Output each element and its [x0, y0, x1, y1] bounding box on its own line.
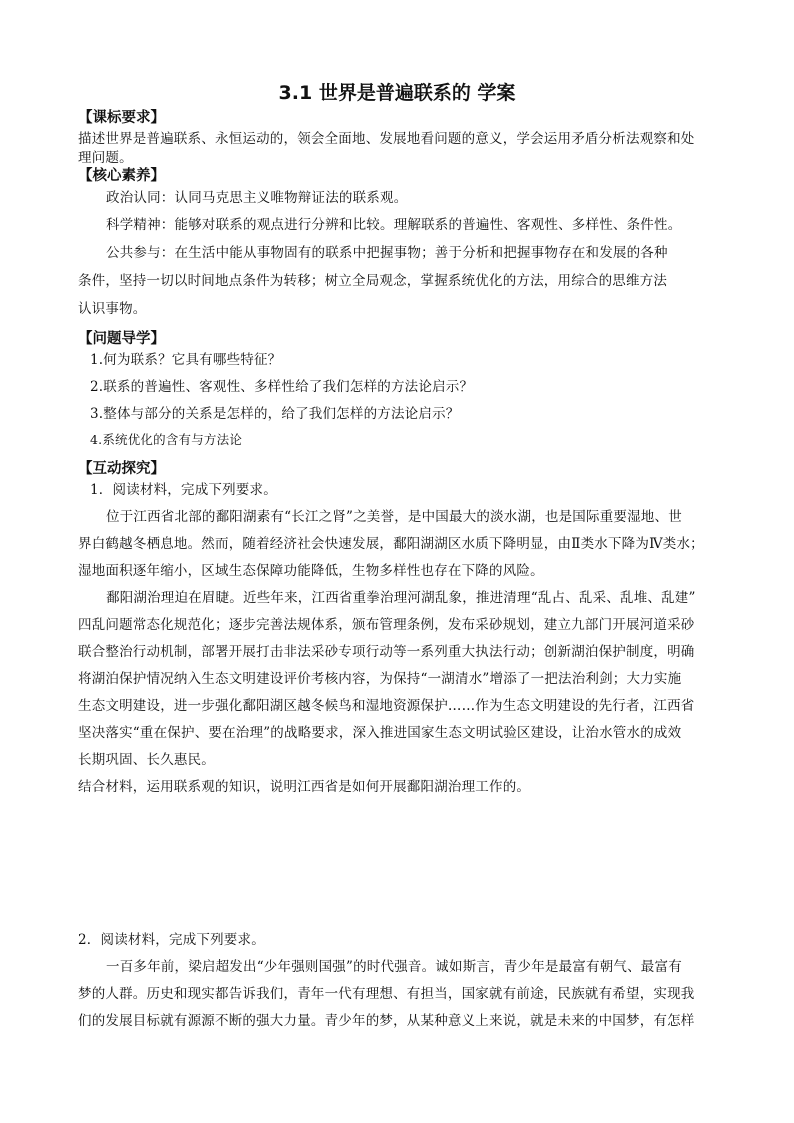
- q1-line-4: 鄱阳湖治理迫在眉睫。近些年来，江西省重拳治理河湖乱象，推进清理“乱占、乱采、乱堆、乱建”: [106, 590, 696, 606]
- hexin-line-5: 认识事物。: [78, 301, 147, 317]
- q1-line-2: 界白鹤越冬栖息地。然而，随着经济社会快速发展，鄱阳湖湖区水质下降明显，由Ⅱ类水下降为Ⅳ类水；: [78, 536, 704, 552]
- heading-kebiao: 【课标要求】: [78, 110, 165, 126]
- q1-line-5: 四乱问题常态化规范化；逐步完善法规体系，颁布管理条例，发布采砂规划，建立九部门开展河道采砂: [78, 617, 695, 633]
- wenti-item-2: 2.联系的普遍性、客观性、多样性给了我们怎样的方法论启示？: [90, 379, 474, 395]
- q2-line-2: 梦的人群。历史和现实都告诉我们，青年一代有理想、有担当，国家就有前途，民族就有希望，实现我: [78, 986, 695, 1002]
- hexin-line-4: 条件，坚持一切以时间地点条件为转移；树立全局观念，掌握系统优化的方法，用综合的思维方法: [78, 273, 668, 289]
- hexin-line-1: 政治认同：认同马克思主义唯物辩证法的联系观。: [106, 190, 408, 206]
- kebiao-line-2: 理问题。: [78, 150, 133, 166]
- wenti-item-3: 3.整体与部分的关系是怎样的，给了我们怎样的方法论启示？: [90, 406, 460, 422]
- q2-line-3: 们的发展目标就有源源不断的强大力量。青少年的梦，从某种意义上来说，就是未来的中国梦，有怎样: [78, 1013, 695, 1029]
- wenti-item-4: 4.系统优化的含有与方法论: [90, 432, 243, 447]
- q1-line-1: 位于江西省北部的鄱阳湖素有“长江之肾”之美誉，是中国最大的淡水湖，也是国际重要湿地、世: [106, 509, 682, 525]
- hexin-line-3: 公共参与：在生活中能从事物固有的联系中把握事物；善于分析和把握事物存在和发展的各种: [106, 245, 668, 261]
- heading-wenti: 【问题导学】: [78, 331, 165, 347]
- q2-label: 2．阅读材料，完成下列要求。: [78, 932, 265, 948]
- q1-line-10: 长期巩固、长久惠民。: [78, 752, 215, 768]
- q2-line-1: 一百多年前，梁启超发出“少年强则国强”的时代强音。诚如斯言，青少年是最富有朝气、最富有: [106, 959, 682, 975]
- q1-line-6: 联合整治行动机制，部署开展打击非法采砂专项行动等一系列重大执法行动；创新湖泊保护制度，明确: [78, 644, 695, 660]
- kebiao-line-1: 描述世界是普遍联系、永恒运动的，领会全面地、发展地看问题的意义，学会运用矛盾分析法观察和处: [78, 131, 695, 147]
- q1-label: 1．阅读材料，完成下列要求。: [90, 482, 277, 498]
- q1-line-8: 生态文明建设，进一步强化鄱阳湖区越冬候鸟和湿地资源保护……作为生态文明建设的先行者，江西省: [78, 698, 695, 714]
- q1-line-3: 湿地面积逐年缩小，区域生态保障功能降低，生物多样性也存在下降的风险。: [78, 563, 544, 579]
- q1-line-9: 坚决落实“重在保护、要在治理”的战略要求，深入推进国家生态文明试验区建设，让治水管水的成效: [78, 725, 682, 741]
- page-title: 3.1 世界是普遍联系的 学案: [278, 82, 516, 104]
- q1-line-7: 将湖泊保护情况纳入生态文明建设评价考核内容，为保持“一湖清水”增添了一把法治利剑；大力实施: [78, 671, 682, 687]
- hexin-line-2: 科学精神：能够对联系的观点进行分辨和比较。理解联系的普遍性、客观性、多样性、条件性。: [106, 217, 682, 233]
- heading-hudong: 【互动探究】: [78, 461, 165, 477]
- wenti-item-1: 1.何为联系？它具有哪些特征？: [90, 352, 282, 368]
- heading-hexin: 【核心素养】: [78, 168, 165, 184]
- q1-question: 结合材料，运用联系观的知识，说明江西省是如何开展鄱阳湖治理工作的。: [78, 779, 531, 795]
